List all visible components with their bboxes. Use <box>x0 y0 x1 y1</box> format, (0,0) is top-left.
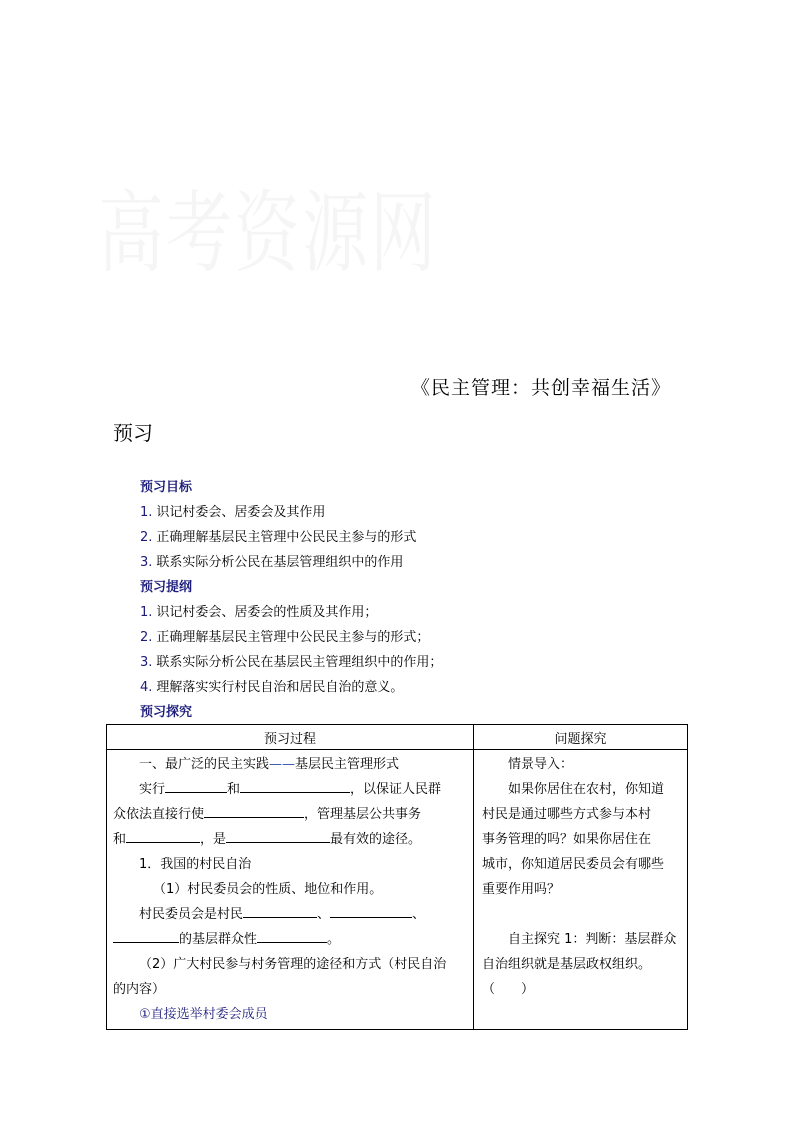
line-text: ，管理基层公共事务 <box>304 807 422 822</box>
item-number: 2. <box>140 630 153 645</box>
objectives-heading: 预习目标 <box>140 480 193 495</box>
line-text: 的基层群众性 <box>179 932 258 947</box>
column-header-inquiry: 问题探究 <box>474 725 688 750</box>
item-number: 1. <box>140 605 153 620</box>
text-line: （1）村民委员会的性质、地位和作用。 <box>153 882 383 897</box>
line-text: 众依法直接行使 <box>113 807 205 822</box>
text-line: 重要作用吗？ <box>482 882 561 897</box>
line-text: 村民委员会是村民 <box>139 907 244 922</box>
item-text: 理解落实实行村民自治和居民自治的意义。 <box>156 680 404 695</box>
line-text: 、 <box>317 907 331 922</box>
list-item <box>140 500 700 525</box>
fill-blank[interactable] <box>113 927 179 943</box>
list-item <box>140 600 700 625</box>
item-number: 4. <box>140 680 153 695</box>
text-line <box>113 802 467 827</box>
text-line: 1．我国的村民自治 <box>139 857 252 872</box>
section-title: 预习 <box>113 421 153 445</box>
line-text: 。 <box>327 932 341 947</box>
line-text: 、 <box>412 907 426 922</box>
objectives-section <box>140 475 700 725</box>
text-line: （2）广大村民参与村务管理的途径和方式（村民自治 <box>139 957 447 972</box>
item-text: 正确理解基层民主管理中公民民主参与的形式； <box>156 630 430 645</box>
item-text: 识记村委会、居委会及其作用 <box>156 505 326 520</box>
dash-text: —— <box>269 757 296 772</box>
line-text: 和 <box>113 832 127 847</box>
fill-blank[interactable] <box>226 827 330 843</box>
text-line: 自治组织就是基层政权组织。 <box>482 957 652 972</box>
text-line <box>113 927 467 952</box>
explore-heading: 预习探究 <box>140 705 193 720</box>
list-item <box>140 650 700 675</box>
answer-brackets[interactable]: （ ） <box>482 982 535 997</box>
list-item <box>140 625 700 650</box>
item-number: 3. <box>140 555 153 570</box>
fill-blank[interactable] <box>165 777 227 793</box>
outline-heading: 预习提纲 <box>140 580 193 595</box>
fill-blank[interactable] <box>243 902 317 918</box>
table-header-row <box>107 725 688 750</box>
item-number: 3. <box>140 655 153 670</box>
text-line: 村民是通过哪些方式参与本村 <box>482 807 652 822</box>
text-line: 事务管理的吗？如果你居住在 <box>482 832 652 847</box>
text-line: 如果你居住在农村，你知道 <box>508 782 665 797</box>
line-text: 实行 <box>139 782 166 797</box>
text-line: ①直接选举村委会成员 <box>139 1007 268 1022</box>
document-title: 《民主管理：共创幸福生活》 <box>410 377 671 399</box>
text-line: 情景导入： <box>508 757 574 772</box>
list-item <box>140 550 700 575</box>
explore-table <box>106 724 688 1030</box>
fill-blank[interactable] <box>240 777 350 793</box>
item-text: 联系实际分析公民在基层管理组织中的作用 <box>156 555 404 570</box>
item-text: 正确理解基层民主管理中公民民主参与的形式 <box>156 530 417 545</box>
list-item <box>140 525 700 550</box>
text-line <box>113 902 467 927</box>
text-line: 城市，你知道居民委员会有哪些 <box>482 857 665 872</box>
fill-blank[interactable] <box>204 802 304 818</box>
line-text: ，是 <box>200 832 227 847</box>
line-text: 一、最广泛的民主实践 <box>139 757 270 772</box>
item-number: 2. <box>140 530 153 545</box>
watermark-logo <box>118 110 418 340</box>
spacer-line <box>482 902 681 927</box>
fill-blank[interactable] <box>330 902 412 918</box>
line-text: 和 <box>227 782 241 797</box>
fill-blank[interactable] <box>257 927 327 943</box>
item-text: 联系实际分析公民在基层民主管理组织中的作用； <box>156 655 443 670</box>
line-text: ，以保证人民群 <box>350 782 442 797</box>
line-text: 最有效的途径。 <box>330 832 422 847</box>
table-row <box>107 750 688 1030</box>
text-line: 的内容） <box>113 982 166 997</box>
process-cell <box>107 750 474 1030</box>
item-number: 1. <box>140 505 153 520</box>
item-text: 识记村委会、居委会的性质及其作用； <box>156 605 378 620</box>
text-line <box>113 827 467 852</box>
line-text: 基层民主管理形式 <box>295 757 400 772</box>
text-line <box>113 752 467 777</box>
column-header-process: 预习过程 <box>107 725 474 750</box>
text-line: 自主探究 1：判断：基层群众 <box>508 932 677 947</box>
text-line <box>113 777 467 802</box>
inquiry-cell <box>474 750 688 1030</box>
list-item <box>140 675 700 700</box>
fill-blank[interactable] <box>126 827 200 843</box>
